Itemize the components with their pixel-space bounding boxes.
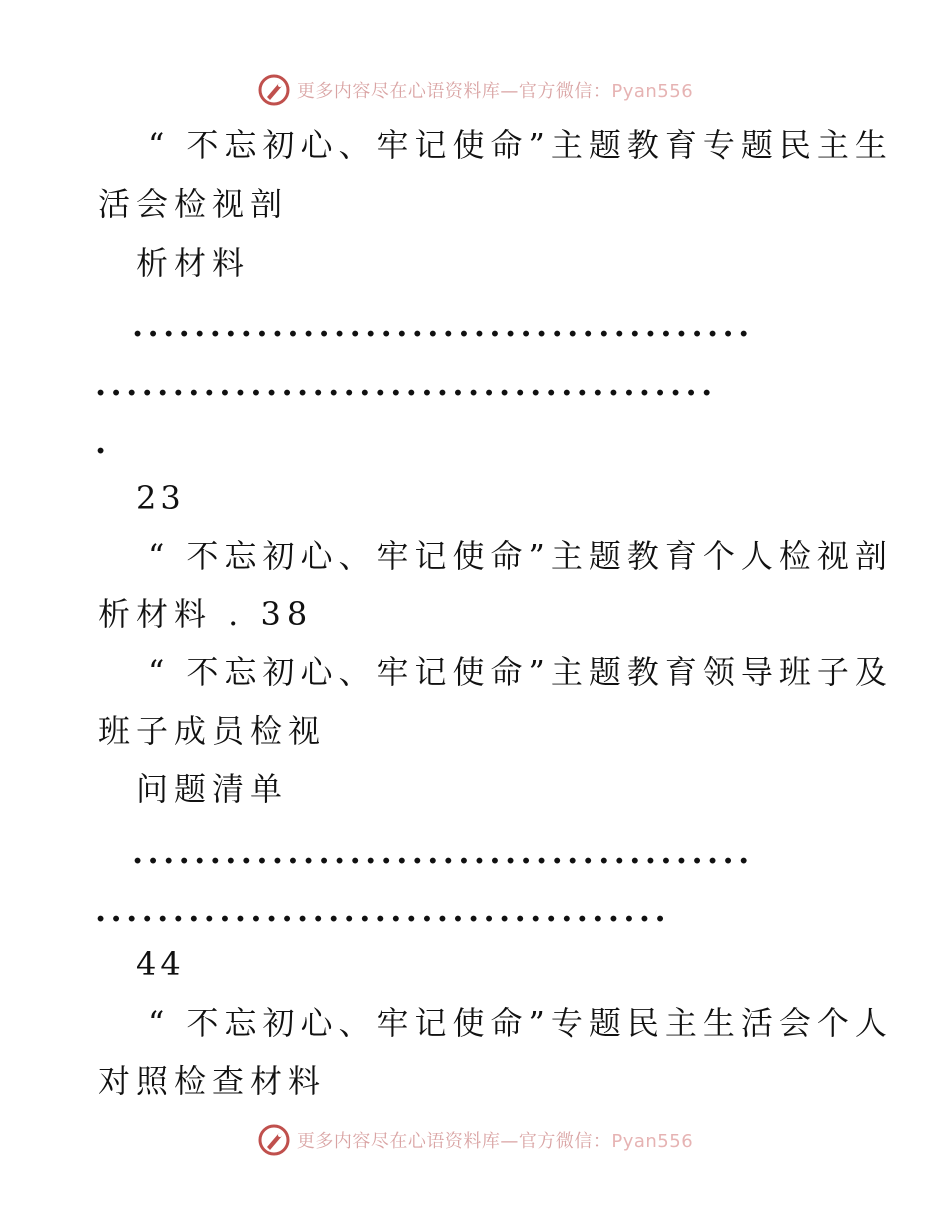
footer-watermark bbox=[0, 1120, 950, 1160]
pen-logo-icon bbox=[257, 1123, 291, 1157]
toc-entry-1-leader-dots-3: . bbox=[95, 423, 111, 461]
toc-entry-2-line-2: 析材料 . 38 bbox=[98, 595, 314, 633]
header-watermark bbox=[0, 70, 950, 110]
toc-entry-1-page-number: 23 bbox=[136, 479, 185, 517]
toc-entry-3-leader-dots-1: ........................................ bbox=[132, 833, 754, 871]
toc-entry-1-leader-dots-2: ........................................ bbox=[95, 365, 717, 403]
pen-logo-icon bbox=[257, 73, 291, 107]
toc-entry-1-leader-dots-1: ........................................ bbox=[132, 306, 754, 344]
toc-entry-1-line-2: 活会检视剖 bbox=[98, 185, 289, 223]
toc-entry-3-line-2: 班子成员检视 bbox=[98, 712, 327, 750]
toc-entry-4-line-1: “ 不忘初心、牢记使命”专题民主生活会个人 bbox=[148, 1004, 893, 1042]
toc-entry-3-line-3: 问题清单 bbox=[136, 770, 289, 808]
toc-entry-3-page-number: 44 bbox=[136, 945, 185, 983]
toc-entry-4-line-2: 对照检查材料 bbox=[98, 1062, 327, 1100]
watermark-text: 更多内容尽在心语资料库—官方微信：Pyan556 bbox=[296, 1131, 694, 1152]
toc-entry-3-leader-dots-2: ..................................... bbox=[95, 891, 671, 929]
toc-entry-1-line-3: 析材料 bbox=[136, 244, 251, 282]
toc-entry-3-line-1: “ 不忘初心、牢记使命”主题教育领导班子及 bbox=[148, 653, 893, 691]
watermark-text: 更多内容尽在心语资料库—官方微信：Pyan556 bbox=[296, 81, 694, 102]
toc-entry-2-line-1: “ 不忘初心、牢记使命”主题教育个人检视剖 bbox=[148, 537, 893, 575]
toc-entry-1-line-1: “ 不忘初心、牢记使命”主题教育专题民主生 bbox=[148, 126, 893, 164]
